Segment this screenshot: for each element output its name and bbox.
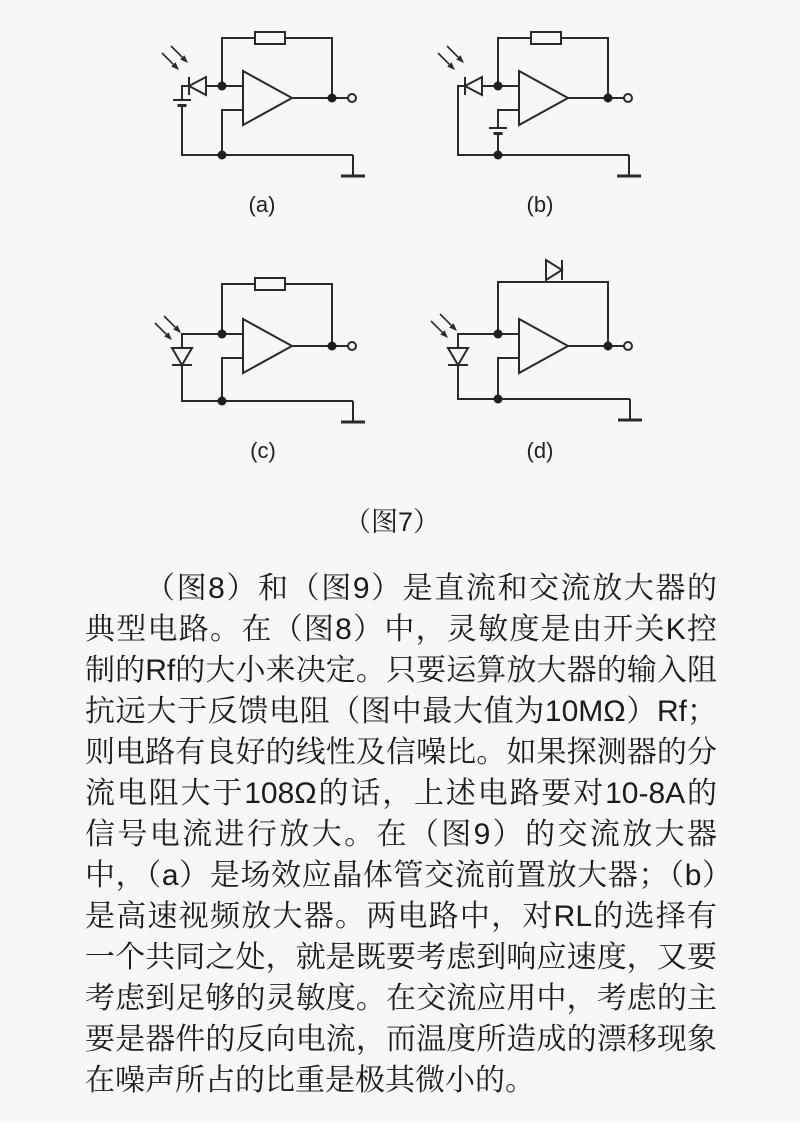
subfigure-label-d: (d): [526, 438, 554, 463]
opamp-icon: [519, 319, 568, 373]
output-terminal-icon: [624, 342, 632, 350]
subfigure-label-c: (c): [250, 438, 276, 463]
circuit-a: [162, 32, 365, 176]
light-arrows-icon: [438, 46, 464, 70]
feedback-resistor-icon: [255, 278, 285, 290]
opamp-icon: [243, 71, 292, 125]
subfigure-label-a: (a): [248, 192, 276, 217]
ground-icon: [617, 155, 641, 176]
photodiode-icon: [189, 77, 206, 95]
photodiode-icon: [448, 348, 468, 365]
photodiode-icon: [465, 77, 482, 95]
body-paragraph: （图8）和（图9）是直流和交流放大器的典型电路。在（图8）中，灵敏度是由开关K控制的Rf的大小来决定。只要运算放大器的输入阻抗远大于反馈电阻（图中最大值为10MΩ）Rf；则电路有良好的线性及信噪比。如果探测器的分流电阻大于108Ω的话，上述电路要对10-8A的信号电流进行放大。在（图9）的交流放大器中，（a）是场效应晶体管交流前置放大器；（b）是高速视频放大器。两电路中，对RL的选择有一个共同之处，就是既要考虑到响应速度，又要考虑到足够的灵敏度。在交流应用中，考虑的主要是器件的反向电流，而温度所造成的漂移现象在噪声所占的比重是极其微小的。: [85, 572, 717, 1097]
feedback-resistor-icon: [531, 32, 561, 44]
ground-icon: [341, 155, 365, 176]
output-terminal-icon: [348, 342, 356, 350]
output-terminal-icon: [624, 94, 632, 102]
light-arrows-icon: [162, 46, 188, 70]
photodiode-icon: [172, 348, 192, 365]
subfigure-label-b: (b): [526, 192, 554, 217]
circuit-c: [155, 278, 365, 422]
opamp-icon: [243, 319, 292, 373]
ground-icon: [618, 399, 642, 420]
feedback-diode-icon: [546, 260, 562, 280]
bottom-strip: [0, 1122, 800, 1130]
battery-icon: [173, 100, 191, 106]
light-arrows-icon: [155, 316, 181, 340]
circuit-b: [438, 32, 641, 176]
light-arrows-icon: [431, 314, 457, 338]
battery-icon: [489, 128, 507, 134]
circuit-d: [431, 260, 642, 420]
output-terminal-icon: [348, 94, 356, 102]
feedback-resistor-icon: [255, 32, 285, 44]
opamp-icon: [519, 71, 568, 125]
figure7-caption: （图7）: [343, 507, 441, 537]
ground-icon: [341, 401, 365, 422]
figure7-circuit-diagrams: [0, 0, 800, 470]
